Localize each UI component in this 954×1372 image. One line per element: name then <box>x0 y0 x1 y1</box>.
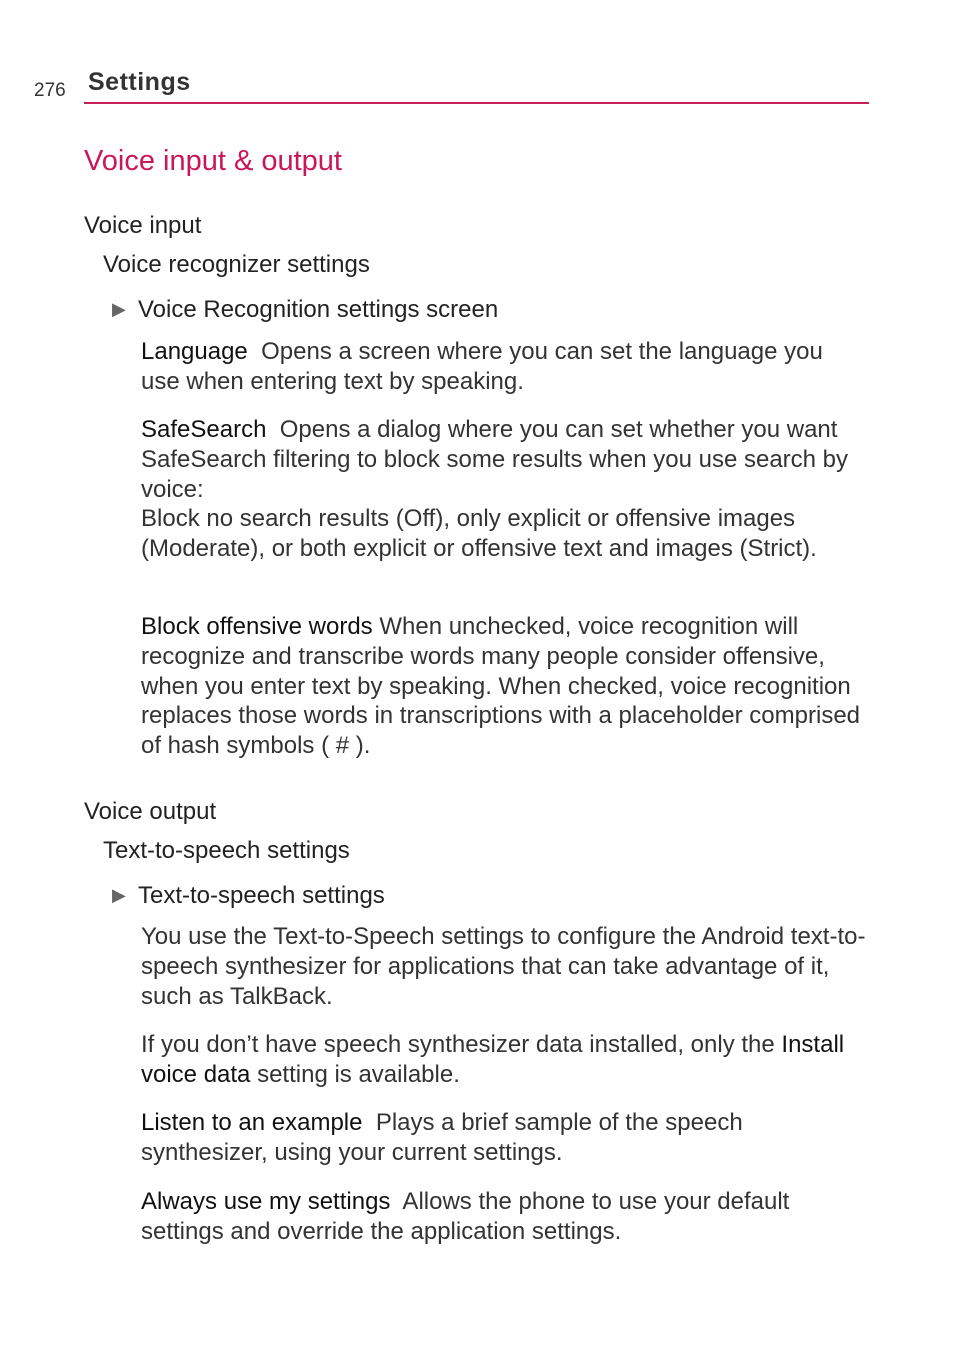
install-voice-data-note <box>141 1030 866 1090</box>
safesearch-options: Block no search results (Off), only explicit or offensive images (Moderate), or both explicit or offensive text and images (Strict). <box>141 505 817 562</box>
triangle-right-icon: ▶ <box>112 885 126 905</box>
voice-recognizer-subheading: Voice recognizer settings <box>103 251 370 278</box>
tts-step <box>112 882 385 910</box>
term-safesearch: SafeSearch <box>141 416 267 443</box>
block-offensive-description <box>141 612 866 761</box>
section-title: Voice input & output <box>84 145 342 177</box>
term-always-use-my-settings: Always use my settings <box>141 1188 391 1215</box>
term-block-offensive-words: Block offensive words <box>141 613 373 640</box>
step-label: Text-to-speech settings <box>138 882 385 909</box>
term-listen-to-an-example: Listen to an example <box>141 1109 363 1136</box>
listen-example-description <box>141 1108 866 1168</box>
language-text: Opens a screen where you can set the language you use when entering text by speaking. <box>141 338 830 395</box>
always-use-settings-description <box>141 1187 866 1247</box>
voice-output-heading: Voice output <box>84 798 217 825</box>
language-description <box>141 337 866 397</box>
term-language: Language <box>141 338 248 365</box>
install-before: If you don’t have speech synthesizer data installed, only the <box>141 1031 782 1058</box>
tts-intro: You use the Text-to-Speech settings to configure the Android text-to-speech synthesizer for applications that can take advantage of it, such as TalkBack. <box>141 923 866 1010</box>
block-offensive-text: When unchecked, voice recognition will recognize and transcribe words many people consider offensive, when you enter text by speaking. When checked, voice recognition replaces those words in transcriptions with a placeholder comprised of hash symbols ( # ). <box>141 613 867 760</box>
safesearch-text: Opens a dialog where you can set whether you want SafeSearch filtering to block some results when you use search by voice: <box>141 416 855 503</box>
listen-example-text: Plays a brief sample of the speech synthesizer, using your current settings. <box>141 1109 750 1166</box>
voice-recognition-step <box>112 296 498 324</box>
term-install-voice-data: Install voice data <box>141 1031 845 1088</box>
triangle-right-icon: ▶ <box>112 299 126 319</box>
page-number: 276 <box>34 80 66 101</box>
header-rule <box>84 102 869 104</box>
safesearch-description <box>141 415 866 504</box>
tts-subheading: Text-to-speech settings <box>103 837 350 864</box>
header-title: Settings <box>88 68 191 96</box>
install-after: setting is available. <box>250 1060 460 1088</box>
voice-input-heading: Voice input <box>84 212 202 239</box>
always-use-settings-text: Allows the phone to use your default settings and override the application settings. <box>141 1188 797 1245</box>
step-label: Voice Recognition settings screen <box>138 296 499 323</box>
